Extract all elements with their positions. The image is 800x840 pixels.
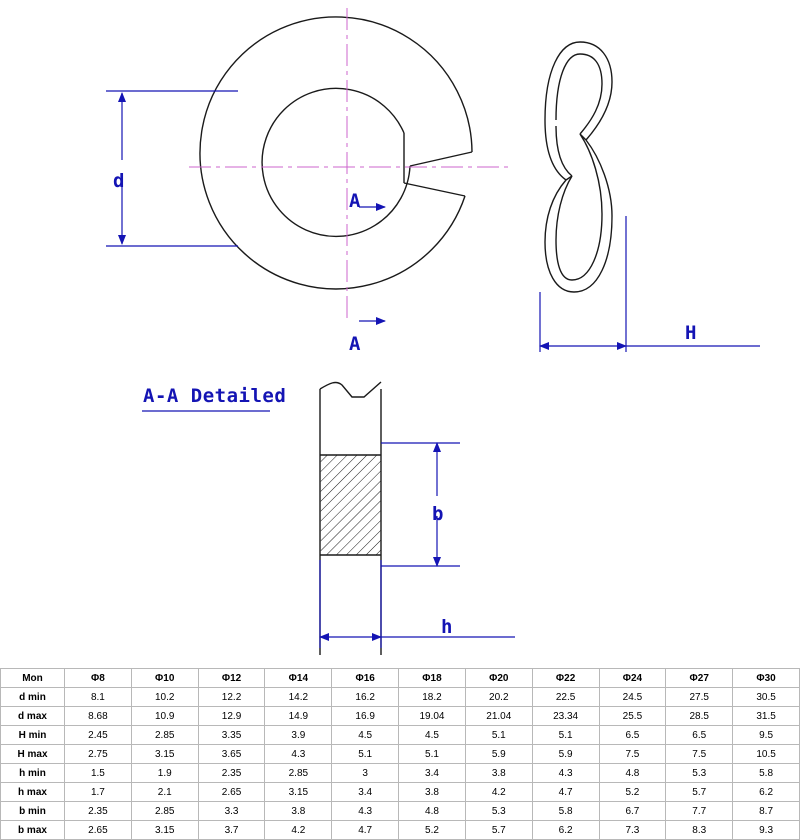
table-row-label: b max (1, 821, 65, 840)
table-cell: 24.5 (599, 688, 666, 707)
table-cell: 9.3 (733, 821, 800, 840)
table-cell: 2.75 (65, 745, 132, 764)
table-row (1, 745, 800, 764)
table-cell: 27.5 (666, 688, 733, 707)
table-cell: 7.7 (666, 802, 733, 821)
table-cell: 5.2 (399, 821, 466, 840)
table-cell: 2.85 (131, 802, 198, 821)
table-cell: 4.7 (532, 783, 599, 802)
section-arrows (359, 207, 385, 321)
table-cell: 5.2 (599, 783, 666, 802)
table-row (1, 688, 800, 707)
table-cell: 6.5 (666, 726, 733, 745)
table-col-header-Φ24: Φ24 (599, 669, 666, 688)
table-col-header-Φ16: Φ16 (332, 669, 399, 688)
table-cell: 2.85 (131, 726, 198, 745)
table-cell: 3.8 (265, 802, 332, 821)
table-col-header-Φ12: Φ12 (198, 669, 265, 688)
table-cell: 4.5 (399, 726, 466, 745)
table-cell: 10.5 (733, 745, 800, 764)
dimension-d (106, 91, 238, 246)
table-cell: 4.3 (332, 802, 399, 821)
table-cell: 3 (332, 764, 399, 783)
table-cell: 3.15 (131, 745, 198, 764)
table-row-label: b min (1, 802, 65, 821)
table-cell: 10.9 (131, 707, 198, 726)
table-cell: 5.1 (532, 726, 599, 745)
table-cell: 5.7 (465, 821, 532, 840)
table-cell: 22.5 (532, 688, 599, 707)
table-cell: 14.9 (265, 707, 332, 726)
table-cell: 5.9 (465, 745, 532, 764)
table-row (1, 707, 800, 726)
table-cell: 5.3 (465, 802, 532, 821)
table-cell: 2.85 (265, 764, 332, 783)
table-cell: 2.45 (65, 726, 132, 745)
table-cell: 7.5 (666, 745, 733, 764)
table-cell: 6.7 (599, 802, 666, 821)
table-cell: 10.2 (131, 688, 198, 707)
table-cell: 3.4 (332, 783, 399, 802)
table-cell: 25.5 (599, 707, 666, 726)
section-mark-bottom: A (349, 333, 361, 355)
table-cell: 4.3 (532, 764, 599, 783)
dimension-label-d: d (113, 170, 125, 192)
dimension-b (381, 443, 460, 566)
table-row (1, 726, 800, 745)
table-cell: 3.65 (198, 745, 265, 764)
table-cell: 8.3 (666, 821, 733, 840)
table-cell: 4.3 (265, 745, 332, 764)
table-col-header-Φ27: Φ27 (666, 669, 733, 688)
table-cell: 6.5 (599, 726, 666, 745)
table-cell: 4.2 (465, 783, 532, 802)
table-cell: 1.7 (65, 783, 132, 802)
section-mark-top: A (349, 190, 361, 212)
table-cell: 2.35 (198, 764, 265, 783)
center-lines (189, 8, 508, 318)
table-cell: 7.5 (599, 745, 666, 764)
table-cell: 14.2 (265, 688, 332, 707)
table-cell: 5.1 (399, 745, 466, 764)
table-cell: 21.04 (465, 707, 532, 726)
table-cell: 3.3 (198, 802, 265, 821)
table-cell: 1.5 (65, 764, 132, 783)
table-cell: 3.9 (265, 726, 332, 745)
table-cell: 18.2 (399, 688, 466, 707)
table-cell: 2.65 (198, 783, 265, 802)
table-cell: 6.2 (733, 783, 800, 802)
table-cell: 5.9 (532, 745, 599, 764)
table-col-header-Φ20: Φ20 (465, 669, 532, 688)
table-cell: 4.8 (599, 764, 666, 783)
table-cell: 8.7 (733, 802, 800, 821)
table-body (1, 688, 800, 840)
section-title: A-A Detailed (143, 385, 287, 407)
table-col-header-Φ8: Φ8 (65, 669, 132, 688)
table-cell: 16.9 (332, 707, 399, 726)
table-cell: 3.15 (265, 783, 332, 802)
table-row-label: d min (1, 688, 65, 707)
table-cell: 16.2 (332, 688, 399, 707)
section-detail-profile (320, 382, 381, 655)
table-cell: 20.2 (465, 688, 532, 707)
table-cell: 9.5 (733, 726, 800, 745)
dimension-label-H: H (685, 322, 697, 344)
table-cell: 2.1 (131, 783, 198, 802)
table-cell: 5.1 (332, 745, 399, 764)
table-cell: 19.04 (399, 707, 466, 726)
table-cell: 6.2 (532, 821, 599, 840)
table-cell: 7.3 (599, 821, 666, 840)
table-cell: 4.5 (332, 726, 399, 745)
table-cell: 5.3 (666, 764, 733, 783)
table-cell: 3.7 (198, 821, 265, 840)
table-row-label: h max (1, 783, 65, 802)
table-cell: 30.5 (733, 688, 800, 707)
table-cell: 5.1 (465, 726, 532, 745)
specification-table (0, 668, 800, 840)
table-cell: 3.8 (465, 764, 532, 783)
table-cell: 23.34 (532, 707, 599, 726)
dimension-label-b: b (432, 503, 444, 525)
washer-side-view (545, 42, 612, 292)
table-cell: 4.8 (399, 802, 466, 821)
table-cell: 5.8 (532, 802, 599, 821)
table-cell: 4.2 (265, 821, 332, 840)
table-row-label: d max (1, 707, 65, 726)
dimension-label-h: h (441, 616, 453, 638)
washer-plan-view (200, 17, 472, 289)
table-row-label: h min (1, 764, 65, 783)
table-cell: 2.65 (65, 821, 132, 840)
table-cell: 8.1 (65, 688, 132, 707)
table-col-header-Φ30: Φ30 (733, 669, 800, 688)
table-cell: 31.5 (733, 707, 800, 726)
dimension-H (540, 216, 760, 352)
table-cell: 12.9 (198, 707, 265, 726)
table-header-row (1, 669, 800, 688)
table-cell: 1.9 (131, 764, 198, 783)
table-cell: 8.68 (65, 707, 132, 726)
table-row (1, 783, 800, 802)
table-cell: 3.8 (399, 783, 466, 802)
table-col-header-Φ18: Φ18 (399, 669, 466, 688)
table-col-header-Φ14: Φ14 (265, 669, 332, 688)
dimension-h (320, 560, 515, 648)
table-cell: 4.7 (332, 821, 399, 840)
table-cell: 3.4 (399, 764, 466, 783)
table-row-label: H max (1, 745, 65, 764)
table-cell: 5.8 (733, 764, 800, 783)
table-cell: 5.7 (666, 783, 733, 802)
table-col-header-mon: Mon (1, 669, 65, 688)
table-cell: 12.2 (198, 688, 265, 707)
table-cell: 2.35 (65, 802, 132, 821)
table-row (1, 764, 800, 783)
table-col-header-Φ10: Φ10 (131, 669, 198, 688)
table-row-label: H min (1, 726, 65, 745)
table-cell: 3.35 (198, 726, 265, 745)
table-row (1, 802, 800, 821)
table-col-header-Φ22: Φ22 (532, 669, 599, 688)
table-cell: 28.5 (666, 707, 733, 726)
table-cell: 3.15 (131, 821, 198, 840)
